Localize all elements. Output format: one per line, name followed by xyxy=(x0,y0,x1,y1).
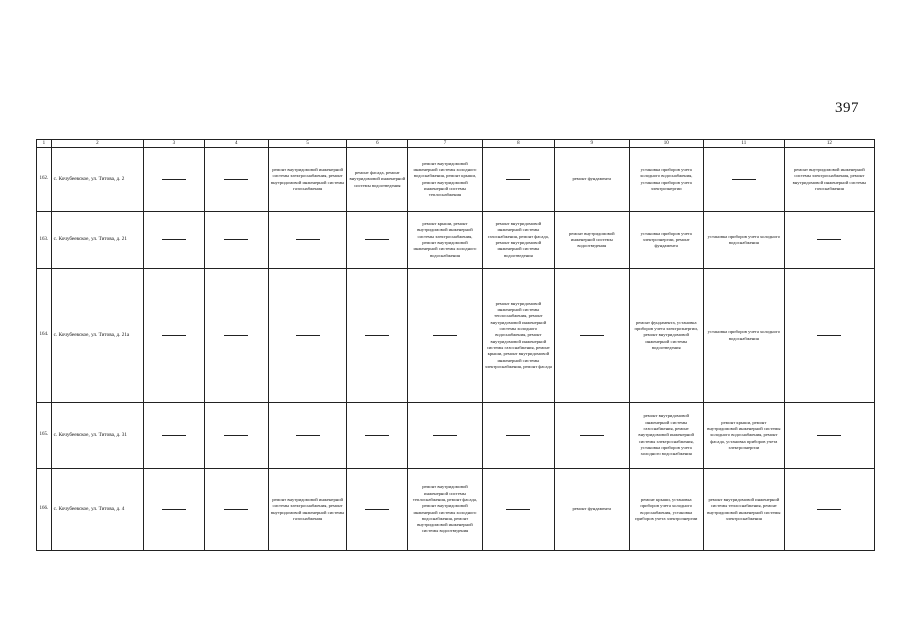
table-cell xyxy=(143,269,204,403)
empty-dash xyxy=(162,179,186,180)
table-cell: ремонт крыши, установка приборов учета холодного водоснабжения, установка приборов учета электроэнергии xyxy=(629,469,703,551)
empty-dash xyxy=(162,509,186,510)
table-cell xyxy=(784,403,874,469)
table-cell: ремонт внутридомовой инженерной системы электроснабжения, ремонт внутридомовой инженерной системы газоснабжения xyxy=(268,469,347,551)
empty-dash xyxy=(506,435,530,436)
empty-dash xyxy=(817,509,841,510)
table-cell: ремонт фундамента, установка приборов учета электроэнергии, ремонт внутридомовой инженерной системы водоотведения xyxy=(629,269,703,403)
column-header: 10 xyxy=(629,140,703,148)
empty-dash xyxy=(162,239,186,240)
table-cell: ремонт внутридомовой инженерной системы электроснабжения, ремонт внутридомовой инженерной системы газоснабжения xyxy=(784,148,874,212)
page-number: 397 xyxy=(835,100,859,116)
table-row xyxy=(37,403,875,469)
empty-dash xyxy=(224,335,248,336)
table-cell: ремонт крыши, ремонт внутридомовой инженерной системы холодного водоснабжения, ремонт фасада, установка приборов учета электроэнергии xyxy=(703,403,784,469)
table-row xyxy=(37,212,875,269)
table-cell xyxy=(482,469,554,551)
table-cell xyxy=(784,269,874,403)
table-cell xyxy=(268,212,347,269)
table-cell: ремонт внутридомовой инженерной системы газоснабжения, ремонт фасада, ремонт внутридомовой инженерной системы водоотведения xyxy=(482,212,554,269)
empty-dash xyxy=(817,239,841,240)
empty-dash xyxy=(433,435,457,436)
column-header: 4 xyxy=(204,140,268,148)
column-header: 7 xyxy=(408,140,482,148)
empty-dash xyxy=(365,509,389,510)
table-cell: ремонт внутридомовой инженерной системы теплоснабжения, ремонт фасада, ремонт внутридомовой инженерной системы холодного водоснабжения, ремонт внутридомовой инженерной системы водоотведения xyxy=(408,469,482,551)
table-cell xyxy=(204,269,268,403)
table-cell: ремонт крыши, ремонт внутридомовой инженерной системы электроснабжения, ремонт внутридомовой инженерной системы холодного водоснабжения xyxy=(408,212,482,269)
row-number: 166. xyxy=(37,469,52,551)
address-cell: с. Кочубеевское, ул. Титова, д. 21а xyxy=(51,269,143,403)
address-cell: с. Кочубеевское, ул. Титова, д. 4 xyxy=(51,469,143,551)
empty-dash xyxy=(162,435,186,436)
column-header: 1 xyxy=(37,140,52,148)
table-row xyxy=(37,269,875,403)
empty-dash xyxy=(224,509,248,510)
empty-dash xyxy=(296,239,320,240)
column-header: 2 xyxy=(51,140,143,148)
empty-dash xyxy=(224,435,248,436)
table-cell: ремонт фундамента xyxy=(555,148,629,212)
table-row xyxy=(37,469,875,551)
address-cell: с. Кочубеевское, ул. Титова, д. 2 xyxy=(51,148,143,212)
empty-dash xyxy=(506,179,530,180)
empty-dash xyxy=(580,435,604,436)
table-cell xyxy=(555,269,629,403)
column-header: 9 xyxy=(555,140,629,148)
address-cell: с. Кочубеевское, ул. Титова, д. 31 xyxy=(51,403,143,469)
column-number-row xyxy=(37,140,875,148)
table-cell: установка приборов учета электроэнергии, ремонт фундамента xyxy=(629,212,703,269)
table-cell: ремонт внутридомовой инженерной системы газоснабжения, ремонт внутридомовой инженерной системы электроснабжения, установка приборов учета холодного водоснабжения xyxy=(629,403,703,469)
table-cell xyxy=(482,403,554,469)
table-cell xyxy=(143,212,204,269)
table-cell xyxy=(784,469,874,551)
table-cell xyxy=(204,403,268,469)
row-number: 165. xyxy=(37,403,52,469)
table-cell: ремонт фундамента xyxy=(555,469,629,551)
table-cell xyxy=(143,148,204,212)
table-cell: ремонт фасада, ремонт внутридомовой инженерной системы водоотведения xyxy=(347,148,408,212)
empty-dash xyxy=(732,179,756,180)
empty-dash xyxy=(817,435,841,436)
empty-dash xyxy=(365,239,389,240)
empty-dash xyxy=(296,335,320,336)
column-header: 8 xyxy=(482,140,554,148)
row-number: 164. xyxy=(37,269,52,403)
table-cell xyxy=(408,403,482,469)
table-cell: ремонт внутридомовой инженерной системы водоотведения xyxy=(555,212,629,269)
table-cell xyxy=(204,469,268,551)
table-cell xyxy=(204,212,268,269)
table-cell xyxy=(555,403,629,469)
table-cell xyxy=(204,148,268,212)
empty-dash xyxy=(580,335,604,336)
column-header: 11 xyxy=(703,140,784,148)
table-cell: установка приборов учета холодного водоснабжения xyxy=(703,269,784,403)
table-cell: ремонт внутридомовой инженерной системы теплоснабжения, ремонт внутридомовой инженерной системы холодного водоснабжения, ремонт внутридомовой инженерной системы газоснабжения, ремонт крыши, ремонт внутридомовой инженерной системы электроснабжения, ремонт фасада xyxy=(482,269,554,403)
table-cell xyxy=(347,403,408,469)
empty-dash xyxy=(506,509,530,510)
table-cell: установка приборов учета холодного водоснабжения, установка приборов учета электроэнергии xyxy=(629,148,703,212)
empty-dash xyxy=(433,335,457,336)
empty-dash xyxy=(224,179,248,180)
table-cell xyxy=(347,469,408,551)
table-row xyxy=(37,148,875,212)
table-cell xyxy=(347,269,408,403)
table-cell: ремонт внутридомовой инженерной системы электроснабжения, ремонт внутридомовой инженерной системы газоснабжения xyxy=(268,148,347,212)
column-header: 3 xyxy=(143,140,204,148)
row-number: 162. xyxy=(37,148,52,212)
column-header: 12 xyxy=(784,140,874,148)
table-cell: установка приборов учета холодного водоснабжения xyxy=(703,212,784,269)
table-cell xyxy=(143,403,204,469)
repair-schedule-table xyxy=(36,139,875,551)
table-cell: ремонт внутридомовой инженерной системы холодного водоснабжения, ремонт крыши, ремонт внутридомовой инженерной системы теплоснабжения xyxy=(408,148,482,212)
address-cell: с. Кочубеевское, ул. Титова, д. 21 xyxy=(51,212,143,269)
table-cell xyxy=(408,269,482,403)
empty-dash xyxy=(365,435,389,436)
empty-dash xyxy=(817,335,841,336)
table-cell xyxy=(703,148,784,212)
table-cell xyxy=(784,212,874,269)
table-cell: ремонт внутридомовой инженерной системы теплоснабжения, ремонт внутридомовой инженерной системы электроснабжения xyxy=(703,469,784,551)
table-cell xyxy=(143,469,204,551)
row-number: 163. xyxy=(37,212,52,269)
table-cell xyxy=(268,269,347,403)
table-cell xyxy=(268,403,347,469)
empty-dash xyxy=(224,239,248,240)
table-cell xyxy=(482,148,554,212)
table-cell xyxy=(347,212,408,269)
column-header: 5 xyxy=(268,140,347,148)
empty-dash xyxy=(365,335,389,336)
empty-dash xyxy=(162,335,186,336)
column-header: 6 xyxy=(347,140,408,148)
empty-dash xyxy=(296,435,320,436)
